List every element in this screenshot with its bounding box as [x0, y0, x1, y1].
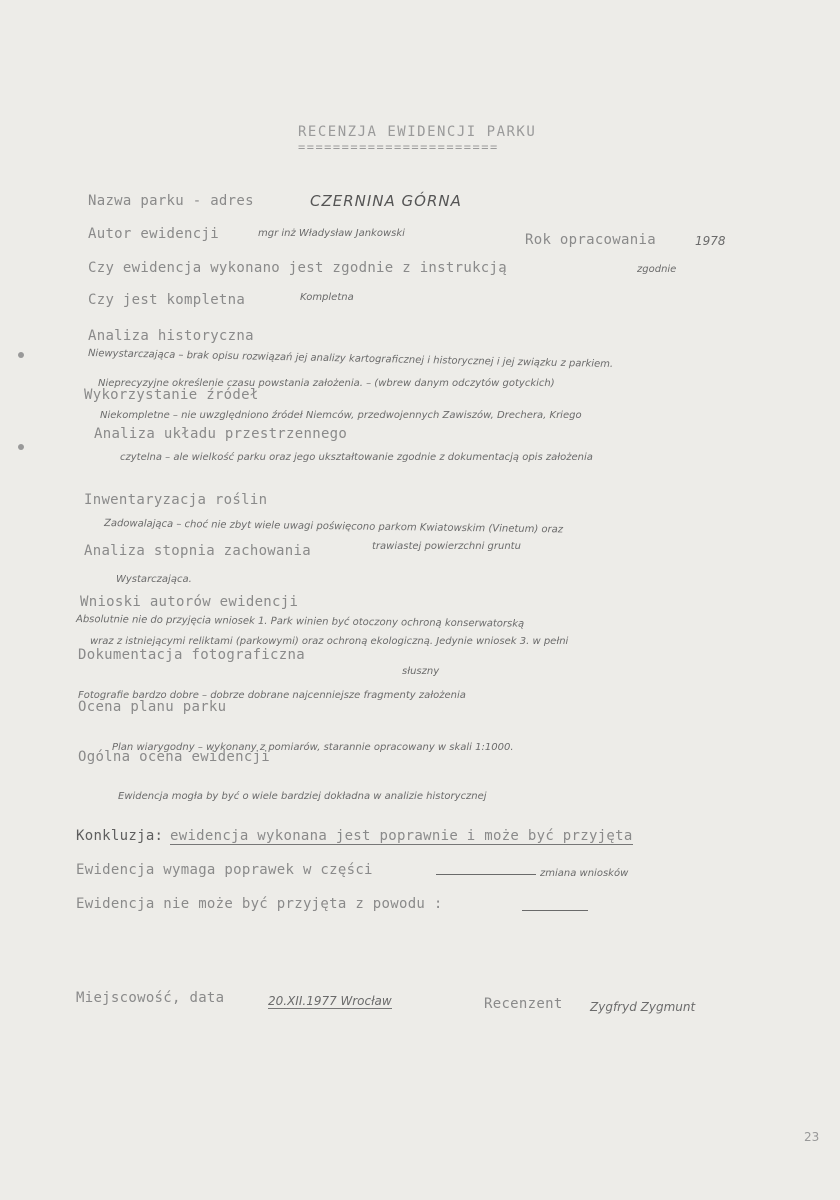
inwentaryzacja-value-2: trawiastej powierzchni gruntu [372, 541, 521, 552]
miejscowosc-label: Miejscowość, data [76, 990, 225, 1006]
stopien-zachowania-label: Analiza stopnia zachowania [84, 543, 311, 559]
recenzent-signature: Zygfryd Zygmunt [590, 1000, 696, 1014]
ocena-planu-value: Plan wiarygodny – wykonany z pomiarów, starannie opracowany w skali 1:1000. [112, 742, 514, 753]
page-number: 23 [804, 1130, 820, 1144]
rok-value: 1978 [695, 234, 726, 248]
margin-mark [18, 444, 24, 450]
konkluzja-text: ewidencja wykonana jest poprawnie i może być przyjęta [170, 828, 633, 844]
autor-label: Autor ewidencji [88, 226, 219, 242]
analiza-historyczna-value-1: Niewystarczająca – brak opisu rozwiązań jej analizy kartograficznej i historycznej i jej związku z parkiem. [87, 348, 614, 370]
nazwa-label: Nazwa parku - adres [88, 193, 254, 209]
wymaga-poprawek-label: Ewidencja wymaga poprawek w części [76, 862, 373, 878]
inwentaryzacja-value-1: Zadowalająca – choć nie zbyt wiele uwagi poświęcono parkom Kwiatowskim (Vinetum) oraz [103, 518, 564, 536]
ocena-planu-label: Ocena planu parku [78, 699, 227, 715]
analiza-historyczna-value-2: Nieprecyzyjne określenie czasu powstania założenia. – (wbrew danym odczytów gotyckich) [98, 378, 555, 389]
czy-ewidencja-value: zgodnie [637, 264, 677, 275]
konkluzja-label: Konkluzja: [76, 828, 164, 844]
wymaga-poprawek-value: zmiana wniosków [540, 868, 629, 879]
nie-moze-line [522, 910, 588, 911]
recenzent-label: Recenzent [484, 996, 563, 1012]
margin-mark [18, 352, 24, 358]
title-underline: ======================= [298, 140, 499, 154]
analiza-ukladu-label: Analiza układu przestrzennego [94, 426, 348, 442]
document-title: RECENZJA EWIDENCJI PARKU [298, 124, 537, 140]
miejscowosc-value: 20.XII.1977 Wrocław [268, 994, 392, 1008]
czy-ewidencja-label: Czy ewidencja wykonano jest zgodnie z instrukcją [88, 260, 507, 276]
dokumentacja-foto-value: Fotografie bardzo dobre – dobrze dobrane najcenniejsze fragmenty założenia [78, 690, 466, 701]
wnioski-label: Wnioski autorów ewidencji [80, 594, 299, 610]
autor-value: mgr inż Władysław Jankowski [258, 228, 405, 239]
nazwa-value: CZERNINA GÓRNA [310, 192, 462, 210]
nie-moze-label: Ewidencja nie może być przyjęta z powodu : [76, 896, 443, 912]
kompletna-label: Czy jest kompletna [88, 292, 246, 308]
analiza-ukladu-value: czytelna – ale wielkość parku oraz jego ukształtowanie zgodnie z dokumentacją opis założenia [120, 452, 593, 463]
kompletna-value: Kompletna [300, 292, 354, 303]
wnioski-value-1: Absolutnie nie do przyjęcia wniosek 1. Park winien być otoczony ochroną konserwatorską [75, 614, 525, 630]
wykorzystanie-zrodel-label: Wykorzystanie źródeł [84, 387, 259, 403]
analiza-historyczna-label: Analiza historyczna [88, 328, 254, 344]
ogolna-ocena-value: Ewidencja mogła by być o wiele bardziej dokładna w analizie historycznej [118, 791, 487, 802]
wnioski-value-2: wraz z istniejącymi reliktami (parkowymi) oraz ochroną ekologiczną. Jedynie wniosek 3. w pełni [90, 636, 569, 647]
wykorzystanie-zrodel-value: Niekompletne – nie uwzględniono źródeł Niemców, przedwojennych Zawiszów, Drechera, Kriego [100, 410, 582, 421]
inwentaryzacja-label: Inwentaryzacja roślin [84, 492, 268, 508]
wnioski-value-3: słuszny [402, 666, 440, 677]
dokumentacja-foto-label: Dokumentacja fotograficzna [78, 647, 305, 663]
rok-label: Rok opracowania [525, 232, 656, 248]
wymaga-line [436, 874, 536, 875]
stopien-zachowania-value: Wystarczająca. [116, 574, 192, 585]
ogolna-ocena-label: Ogólna ocena ewidencji [78, 749, 271, 765]
